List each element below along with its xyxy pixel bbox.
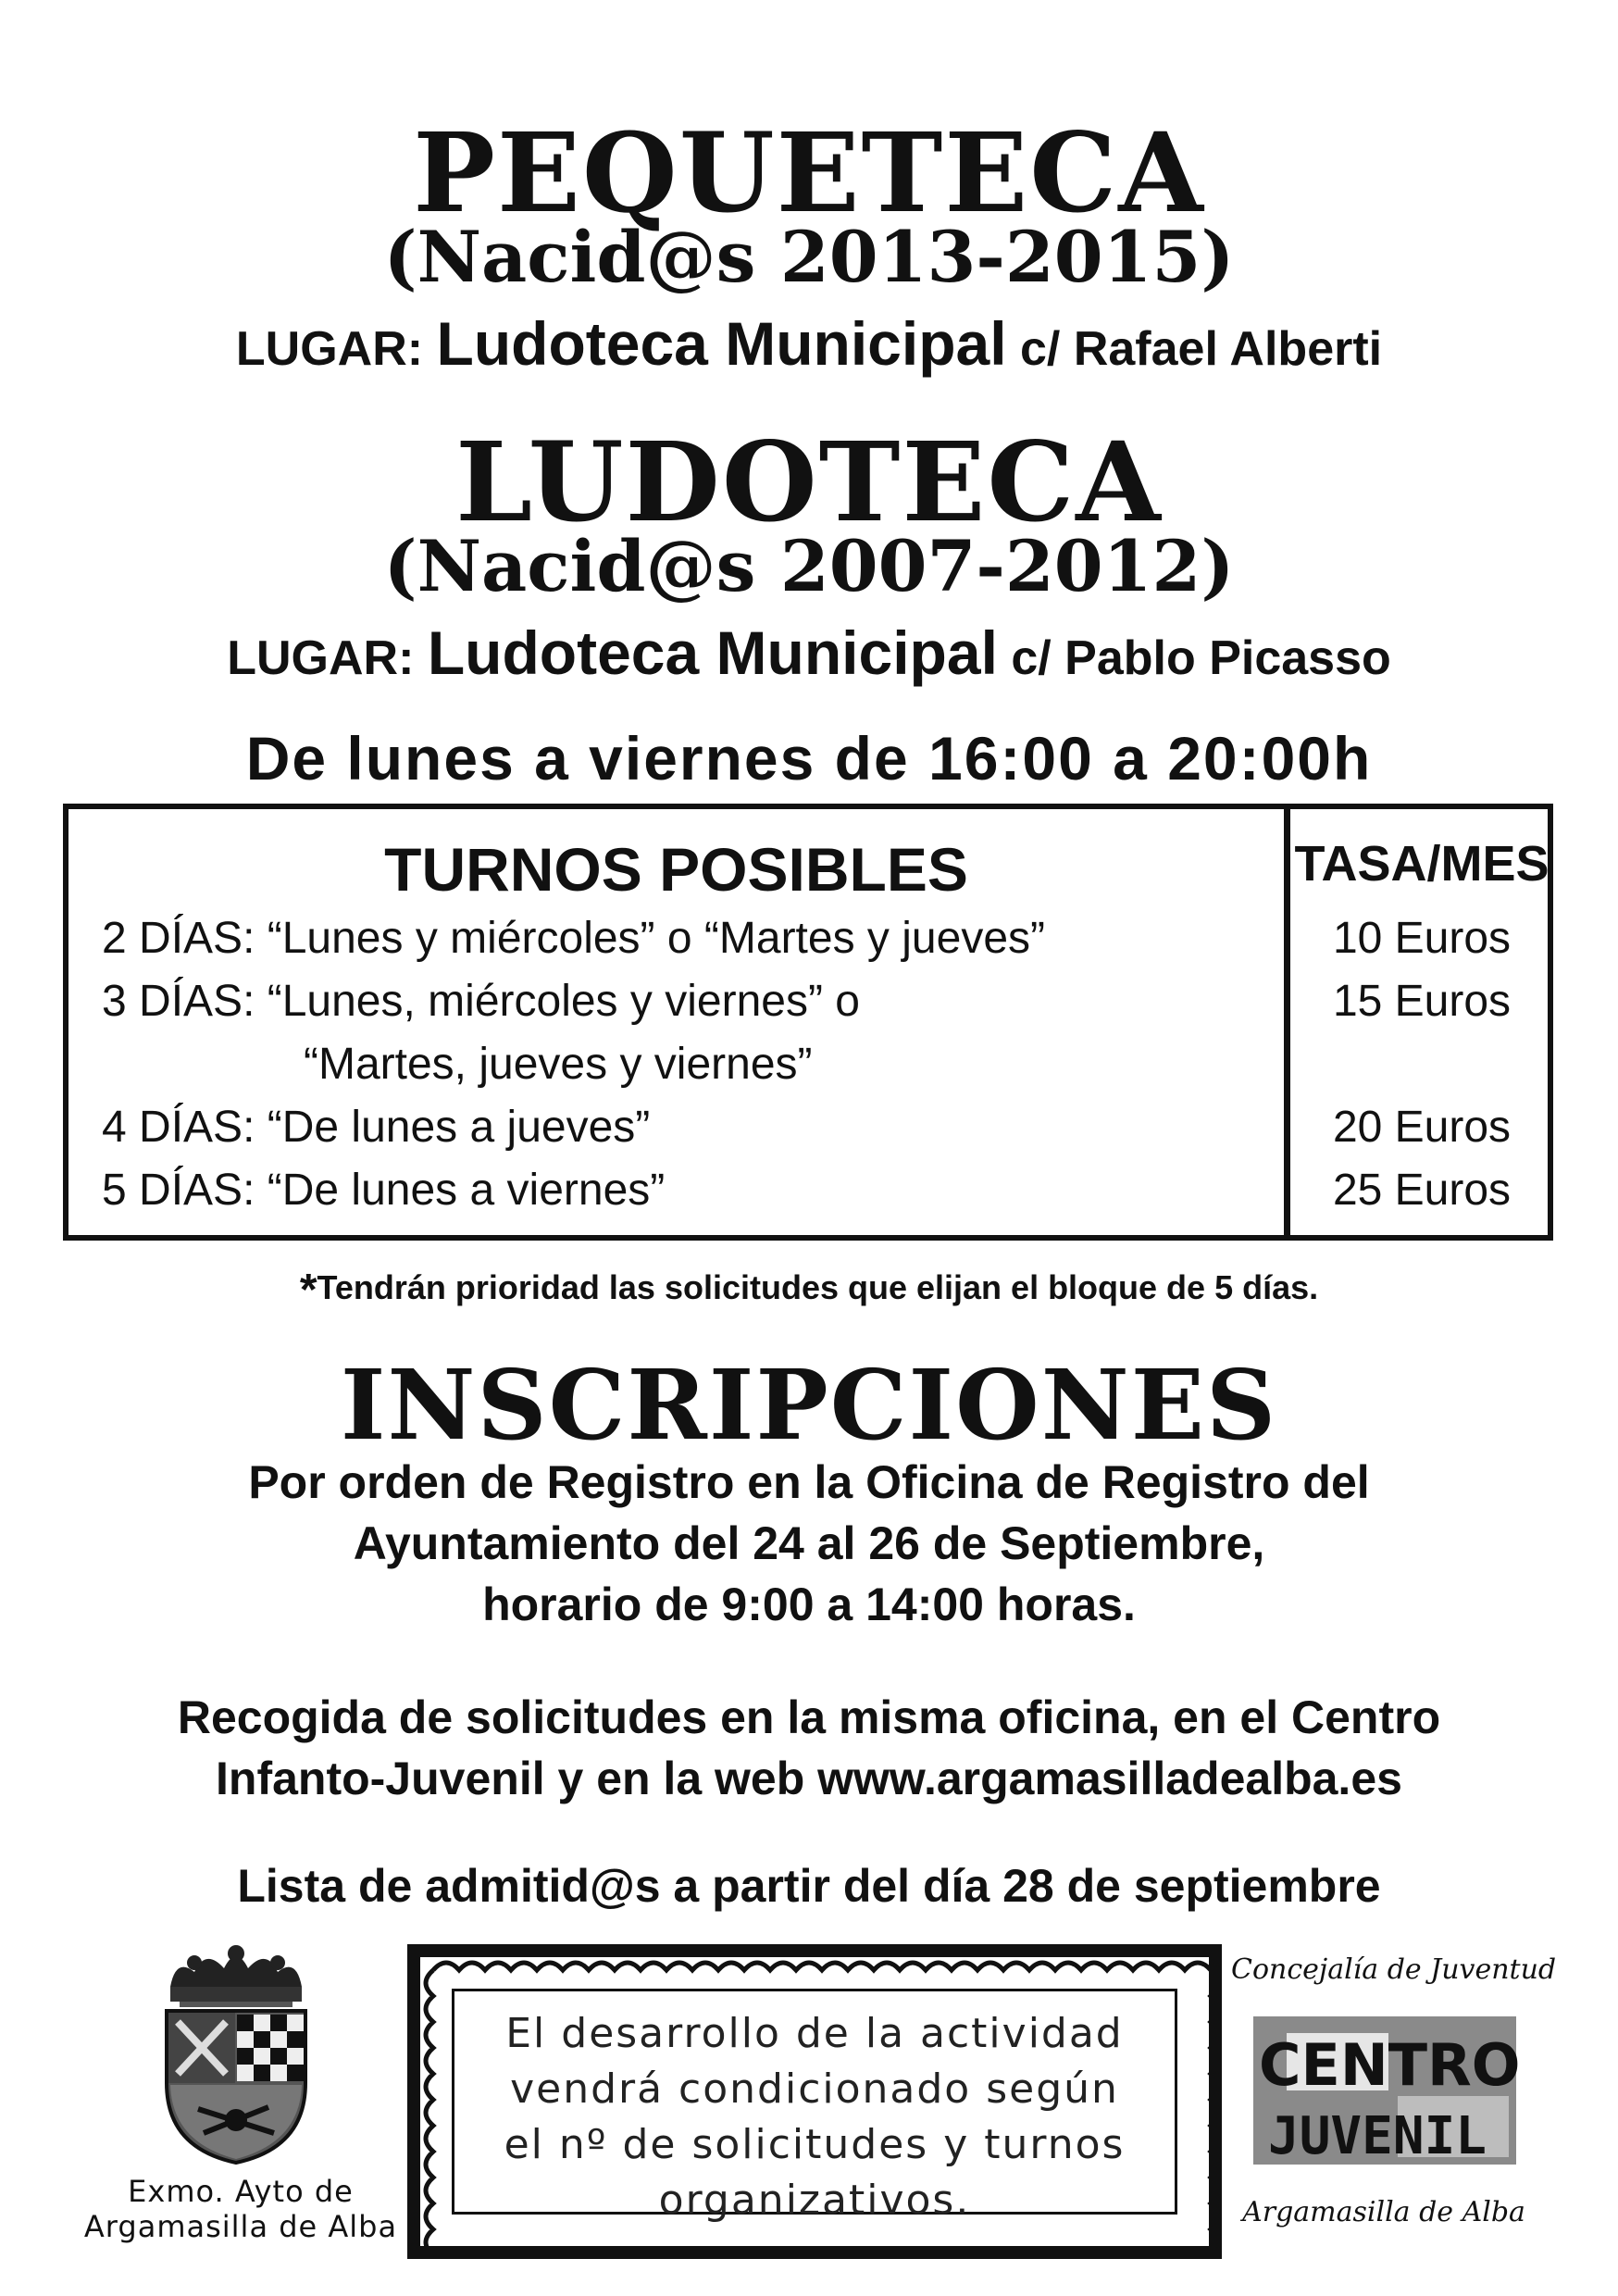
table-divider [1284, 809, 1290, 1235]
turno-row-text: 3 DÍAS: “Lunes, miércoles y viernes” o [102, 977, 860, 1026]
logo-top-caption: Concejalía de Juventud [1231, 1953, 1557, 1986]
crest-caption [74, 2174, 407, 2245]
fee-heading: TASA/MES [1294, 836, 1550, 892]
location-place: Ludoteca Municipal [436, 309, 1007, 378]
crest-caption-line: Argamasilla de Alba [83, 2209, 398, 2245]
notice-box [407, 1944, 1222, 2259]
recogida-line: Recogida de solicitudes en la misma oficina, en el Centro [177, 1691, 1441, 1743]
logo-word-juvenil: JUVENIL [1268, 2106, 1487, 2166]
notice-line: El desarrollo de la actividad [505, 2010, 1124, 2057]
notice-line: organizativos. [658, 2177, 971, 2224]
ludoteca-subtitle: (Nacid@s 2007-2012) [383, 525, 1235, 607]
ludoteca-title: LUDOTECA [455, 418, 1163, 546]
notice-line: vendrá condicionado según [510, 2065, 1119, 2113]
logo-word-centro: CENTRO [1259, 2031, 1521, 2099]
turnos-heading: TURNOS POSIBLES [384, 835, 968, 904]
priority-note-text: Tendrán prioridad las solicitudes que elijan el bloque de 5 días. [317, 1268, 1319, 1306]
centro-juvenil-logo-icon [1231, 2000, 1537, 2185]
location-street: c/ Pablo Picasso [1011, 631, 1391, 685]
turno-row-text: 2 DÍAS: “Lunes y miércoles” o “Martes y jueves” [102, 914, 1045, 963]
logo-bottom-caption: Argamasilla de Alba [1242, 2196, 1525, 2228]
inscripciones-title: INSCRIPCIONES [340, 1348, 1278, 1462]
municipal-crest-icon [157, 1944, 315, 2166]
lista-line: Lista de admitid@s a partir del día 28 de septiembre [237, 1860, 1381, 1912]
pequeteca-subtitle: (Nacid@s 2013-2015) [383, 216, 1235, 298]
pequeteca-location [0, 309, 1618, 378]
turno-row-text: 5 DÍAS: “De lunes a viernes” [102, 1166, 666, 1215]
turno-row-fee: 10 Euros [1332, 914, 1512, 963]
turno-row-fee: 25 Euros [1332, 1166, 1512, 1215]
inscripciones-line: Ayuntamiento del 24 al 26 de Septiembre, [353, 1517, 1265, 1569]
turnos-table [63, 804, 1553, 1241]
priority-note [0, 1263, 1618, 1315]
turno-row-text: “Martes, jueves y viernes” [304, 1040, 813, 1089]
recogida-line: Infanto-Juvenil y en la web www.argamasilladealba.es [216, 1753, 1402, 1804]
crest-caption-line: Exmo. Ayto de [128, 2174, 354, 2209]
notice-line: el nº de solicitudes y turnos [504, 2121, 1126, 2168]
turno-row-fee: 15 Euros [1332, 977, 1512, 1026]
notice-inner [452, 1989, 1177, 2224]
turno-row-fee: 20 Euros [1332, 1103, 1512, 1152]
inscripciones-line: Por orden de Registro en la Oficina de Registro del [248, 1456, 1370, 1508]
location-place: Ludoteca Municipal [427, 618, 998, 687]
location-street: c/ Rafael Alberti [1020, 322, 1383, 376]
location-label: LUGAR: [227, 631, 415, 685]
inscripciones-line: horario de 9:00 a 14:00 horas. [482, 1578, 1136, 1630]
pequeteca-title: PEQUETECA [413, 108, 1205, 237]
location-label: LUGAR: [235, 322, 424, 376]
ludoteca-location [0, 618, 1618, 687]
schedule-line: De lunes a viernes de 16:00 a 20:00h [245, 724, 1373, 792]
turno-row-text: 4 DÍAS: “De lunes a jueves” [102, 1103, 651, 1152]
asterisk: * [299, 1266, 317, 1315]
